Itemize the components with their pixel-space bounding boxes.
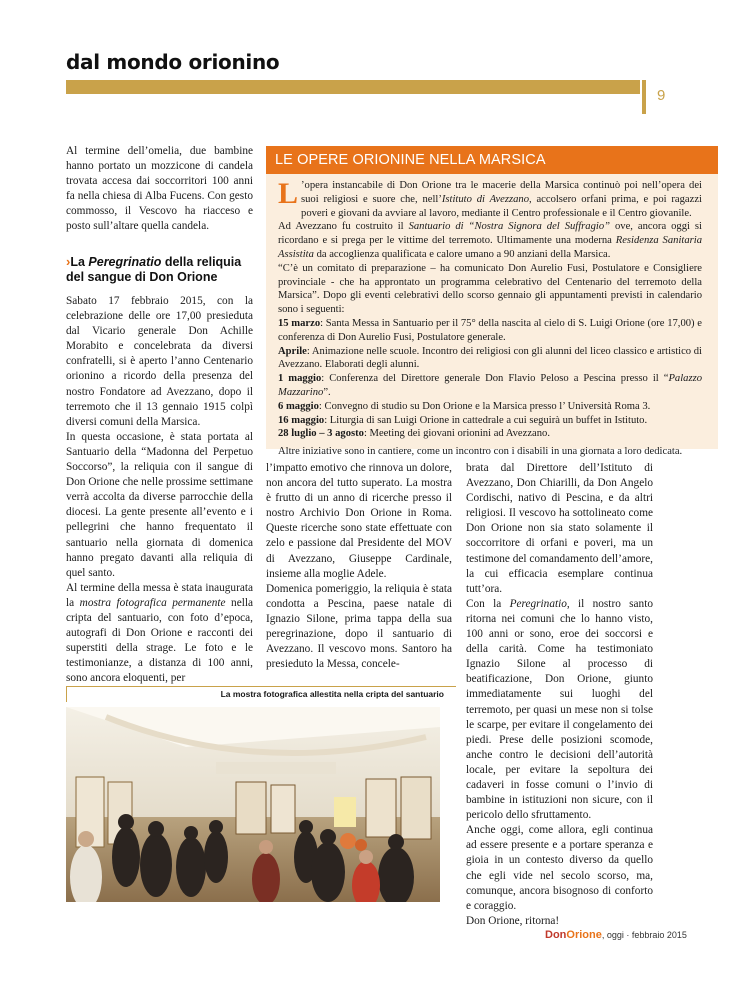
- page-number-rule: [642, 80, 646, 114]
- exhibition-photo: [66, 707, 440, 902]
- event-date: 16 maggio: [278, 414, 325, 426]
- article-paragraph: Sabato 17 febbraio 2015, con la celebrazione delle ore 17,00 presieduta dal Vicario generale Don Achille Morabito e concelebrata da diversi confratelli, si è aperto l’anno Centenario orionino a ricordo della presenza del nostro Fondatore ad Avezzano, dopo il terremoto che il 13 gennaio 1915 colpì diversi comuni della Marsica.: [66, 295, 253, 428]
- sidebar-box-title: LE OPERE ORIONINE NELLA MARSICA: [266, 146, 718, 174]
- footer-brand-b: Orione: [566, 929, 602, 941]
- text-run-italic: Peregrinatio: [509, 597, 567, 610]
- text-run: Con la: [466, 597, 510, 610]
- event-text: ”.: [323, 386, 331, 398]
- drop-cap: L: [278, 177, 299, 210]
- box-closing: Altre iniziative sono in cantiere, come un incontro con i disabili in una giornata a loro dedicata.: [278, 446, 683, 458]
- text-run: Al termine della messa è stata inaugurata la: [66, 581, 253, 609]
- text-run-italic: Istituto di Avezzano: [441, 193, 529, 205]
- event-text: : Meeting dei giovani orionini ad Avezzano.: [363, 428, 550, 440]
- event-item: [278, 345, 702, 373]
- event-text-italic: Palazzo Mazzarino: [278, 373, 703, 398]
- article-paragraph: [66, 581, 253, 687]
- photo-caption: La mostra fotografica allestita nella cripta del santuario: [220, 689, 444, 699]
- text-run: da accoglienza qualificata e calore umano a 90 anziani della Marsica.: [313, 248, 611, 260]
- article-paragraph: In questa occasione, è stata portata al Santuario della “Madonna del Perpetuo Soccorso”, la reliquia con il sangue di Don Orione che nelle prossime settimane verrà accolta da diverse parrocchie della diocesi. La gente presente all’evento e i pellegrini che hanno frequentato il santuario nella giornata di domenica hanno pregato davanti alla reliquia di quel santo.: [66, 430, 253, 579]
- event-date: 1 maggio: [278, 373, 322, 385]
- event-item: [278, 414, 702, 428]
- subheading-italic: Peregrinatio: [88, 255, 162, 269]
- footer-brand-a: Don: [545, 929, 567, 941]
- subheading-prefix: La: [70, 255, 89, 269]
- box-paragraph: “C’è un comitato di preparazione – ha comunicato Don Aurelio Fusi, Postulatore e Consigliere provinciale - che ha approntato un programma celebrativo del Centenario del terremoto della Marsica”. Dopo gli eventi celebrativi dello scorso gennaio gli appuntamenti previsti in calendario sono i seguenti:: [278, 262, 702, 316]
- text-run-italic: Residenza Sanitaria Assistita: [278, 235, 702, 260]
- text-run: , accolsero orfani prima, e poi ragazzi poveri e giovani da avviare al lavoro, mediante il Centro professionale e il Centro giovanile.: [301, 193, 702, 219]
- article-paragraph: brata dal Direttore dell’Istituto di Avezzano, Don Chiarilli, da Don Angelo Cordischi, nativo di Pescina, e da altri religiosi. Il vescovo ha sottolineato come Don Orione non sia stato solamente il soccorritore di orfani e poveri, ma un testimone del comandamento dell’amore, la cui efficacia esemplare continua tutt’ora.: [466, 462, 653, 595]
- column-1-body: [66, 294, 253, 686]
- event-date: 15 marzo: [278, 317, 321, 329]
- event-text: : Animazione nelle scuole. Incontro dei religiosi con gli alunni del liceo classico e artistico di Avezzano. Elaborati degli alunni.: [278, 345, 702, 371]
- event-text: : Conferenza del Direttore generale Don Flavio Peloso a Pescina presso il “: [321, 373, 669, 385]
- sidebar-box: [266, 146, 718, 458]
- footer-dot: ·: [623, 930, 632, 940]
- event-text: : Santa Messa in Santuario per il 75° della nascita al cielo di S. Luigi Orione (ore 17,00) e conferenza di Don Aurelio Fusi, Postulatore generale.: [278, 317, 702, 343]
- subheading: [66, 254, 256, 285]
- footer-suffix: oggi: [606, 930, 624, 940]
- column-2: [266, 461, 452, 672]
- text-run: , il nostro santo ritorna nei comuni che lo hanno visto, 100 anni or sono, eroe dei soccorsi e della carità. Come ha testimoniato Ignazio Silone al processo di beatificazione, Don Orione, giunto immediatamente sui luoghi del terremoto, per quasi un mese non si tolse le scarpe, per evitare il congelamento dei piedi. Prese delle posizioni scomode, anche contro le decisioni dell’autorità locale, per evitare la sepoltura dei cadaveri in fosse comuni o l’invio di bambine in istituzioni non sicure, con il pericolo dello sfruttamento.: [466, 597, 653, 822]
- text-run-italic: Santuario di “Nostra Signora del Suffragio”: [408, 221, 611, 233]
- event-date: Aprile: [278, 345, 307, 357]
- box-paragraph: [278, 220, 702, 261]
- event-text: : Convegno di studio su Don Orione e la Marsica presso l’ Università Roma 3.: [318, 400, 651, 412]
- column-1-intro: [66, 144, 253, 235]
- box-paragraph: [278, 179, 702, 220]
- event-date: 6 maggio: [278, 400, 319, 412]
- footer-date: febbraio 2015: [631, 930, 687, 940]
- article-paragraph: [466, 597, 653, 823]
- column-3: [466, 461, 653, 929]
- subheading-suffix: della reliquia del sangue di Don Orione: [66, 255, 242, 284]
- article-paragraph: Domenica pomeriggio, la reliquia è stata condotta a Pescina, paese natale di Ignazio Silone, prima tappa della sua peregrinazione, dopo il santuario di Avezzano. Il vescovo mons. Santoro ha presieduto la Messa, concele-: [266, 582, 452, 671]
- text-run: ove, ancora oggi si ricordano e si prega per le vittime del terremoto. Ultimamente una moderna: [278, 221, 702, 247]
- page-footer: [545, 929, 687, 941]
- event-item: [278, 400, 702, 414]
- chevron-right-icon: ›: [66, 254, 71, 269]
- exhibition-photo-illustration: [66, 707, 440, 902]
- intro-paragraph: Al termine dell’omelia, due bambine hanno portato un mozzicone di candela trovata accesa dai soccorritori 100 anni fa nella chiesa di Alba Fucens. Con gesto commosso, il Vescovo ha riacceso e posto sull’altare quella candela.: [66, 145, 253, 233]
- title-rule-bar: [66, 80, 640, 94]
- event-item: [278, 317, 702, 345]
- sidebar-box-body: [266, 174, 718, 459]
- page-number: 9: [657, 87, 666, 104]
- event-text: : Liturgia di san Luigi Orione in cattedrale a cui seguirà un buffet in Istituto.: [324, 414, 648, 426]
- text-run: Ad Avezzano fu costruito il: [278, 221, 409, 233]
- article-closing: Don Orione, ritorna!: [466, 914, 560, 927]
- section-title: dal mondo orionino: [66, 50, 280, 74]
- text-run: ’opera instancabile di Don Orione tra le macerie della Marsica continuò poi nell’opera dei suoi religiosi e suore che, nell’: [301, 180, 702, 205]
- footer-separator: ,: [601, 930, 607, 940]
- event-item: [278, 427, 702, 441]
- event-item: [278, 372, 702, 400]
- text-run-italic: mostra fotografica permanente: [79, 596, 226, 609]
- event-date: 28 luglio – 3 agosto: [278, 428, 364, 440]
- text-run: nella cripta del santuario, con foto d’epoca, autografi di Don Orione e racconti dei superstiti della strage. Le foto e le testimonianze, a distanza di 100 anni, sono ancora eloquenti, per: [66, 596, 254, 685]
- article-paragraph: l’impatto emotivo che rinnova un dolore, non ancora del tutto superato. La mostra è frutto di un anno di ricerche presso il nostro Archivio Don Orione in Roma. Queste ricerche sono state effettuate con zelo e passione dal Presidente del MOV di Avezzano, Giuseppe Cardinale, insieme alla moglie Adele.: [266, 462, 452, 580]
- article-paragraph: Anche oggi, come allora, egli continua ad essere presente e a portare speranza e gioia in un contesto diverso da quello che egli vide nel secolo scorso, ma, comunque, ancora bisognoso di conforto e coraggio.: [466, 824, 653, 912]
